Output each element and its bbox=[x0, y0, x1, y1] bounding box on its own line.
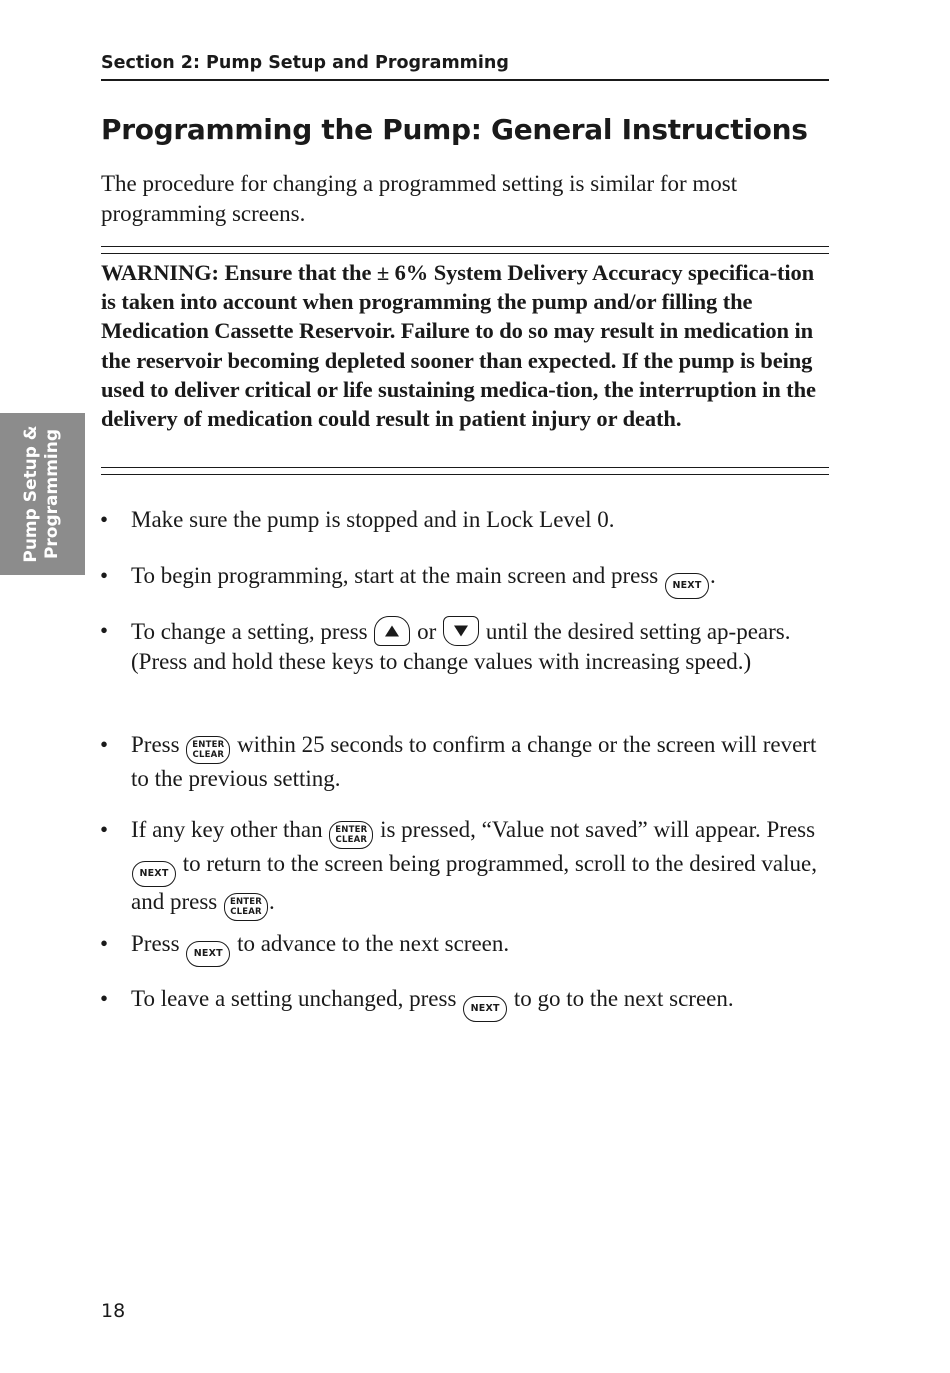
up-arrow-key-icon bbox=[374, 616, 410, 646]
warning-bottom-rule-inner bbox=[101, 467, 829, 468]
list-item-text: . bbox=[710, 563, 716, 588]
next-key-icon: NEXT bbox=[463, 996, 507, 1022]
bullet-dot-icon: • bbox=[100, 931, 109, 956]
list-item-text: . bbox=[268, 889, 275, 914]
enter-clear-key-icon: ENTER CLEAR bbox=[329, 821, 373, 849]
intro-paragraph: The procedure for changing a programmed setting is similar for most programming screens. bbox=[101, 171, 738, 226]
page-title: Programming the Pump: General Instructions bbox=[101, 113, 808, 146]
warning-top-rule bbox=[101, 246, 829, 247]
list-item bbox=[100, 505, 821, 535]
list-item-text: Make sure the pump is stopped and in Lock Level 0. bbox=[131, 507, 615, 532]
enter-clear-key-icon: ENTER CLEAR bbox=[186, 736, 230, 764]
down-arrow-key-icon bbox=[443, 616, 479, 646]
page-number: 18 bbox=[101, 1300, 126, 1322]
side-tab-line1: Pump Setup & bbox=[21, 425, 41, 563]
list-item bbox=[100, 561, 821, 599]
list-item bbox=[100, 984, 821, 1022]
bullet-dot-icon: • bbox=[100, 618, 109, 643]
list-item-text: To begin programming, start at the main screen and press bbox=[131, 563, 659, 588]
list-item-text: Press bbox=[131, 931, 180, 956]
list-item-text: or bbox=[417, 619, 437, 644]
bullet-dot-icon: • bbox=[100, 817, 109, 842]
list-item-text: to go to the next screen. bbox=[513, 986, 734, 1011]
section-header: Section 2: Pump Setup and Programming bbox=[101, 53, 509, 73]
next-key-icon: NEXT bbox=[186, 941, 230, 967]
list-item-text: until the desired setting ap-pears. (Press and hold these keys to change values with increasing speed.) bbox=[131, 619, 791, 674]
warning-text: WARNING: Ensure that the ± 6% System Delivery Accuracy specifica-tion is taken into account when programming the pump and/or filling the Medication Cassette Reservoir. Failure to do so may result in medication in the reservoir becoming depleted sooner than expected. If the pump is being used to deliver critical or life sustaining medica-tion, the interruption in the delivery of medication could result in patient injury or death. bbox=[101, 260, 816, 432]
list-item-text: Press bbox=[131, 732, 180, 757]
warning-bottom-rule bbox=[101, 474, 829, 475]
next-key-icon: NEXT bbox=[665, 573, 709, 599]
list-item-text: To change a setting, press bbox=[131, 619, 368, 644]
header-rule bbox=[101, 79, 829, 81]
list-item-text: is pressed, “Value not saved” will appear. Press bbox=[380, 817, 816, 842]
enter-clear-key-icon: ENTER CLEAR bbox=[224, 893, 268, 921]
list-item-text: to advance to the next screen. bbox=[237, 931, 510, 956]
bullet-dot-icon: • bbox=[100, 732, 109, 757]
bullet-dot-icon: • bbox=[100, 507, 109, 532]
list-item-text: to return to the screen being programmed, scroll to the desired value, and press bbox=[131, 851, 817, 914]
list-item-text: within 25 seconds to confirm a change or the screen will revert to the previous setting. bbox=[131, 732, 817, 791]
next-key-icon: NEXT bbox=[132, 861, 176, 887]
list-item bbox=[100, 616, 821, 676]
bullet-dot-icon: • bbox=[100, 986, 109, 1011]
list-item-text: If any key other than bbox=[131, 817, 323, 842]
list-item-text: To leave a setting unchanged, press bbox=[131, 986, 457, 1011]
side-tab-line2: Programming bbox=[42, 428, 62, 560]
side-tab-label bbox=[21, 425, 63, 562]
list-item bbox=[100, 730, 821, 794]
bullet-dot-icon: • bbox=[100, 563, 109, 588]
list-item bbox=[100, 929, 821, 967]
warning-top-rule-inner bbox=[101, 253, 829, 254]
list-item bbox=[100, 815, 821, 921]
